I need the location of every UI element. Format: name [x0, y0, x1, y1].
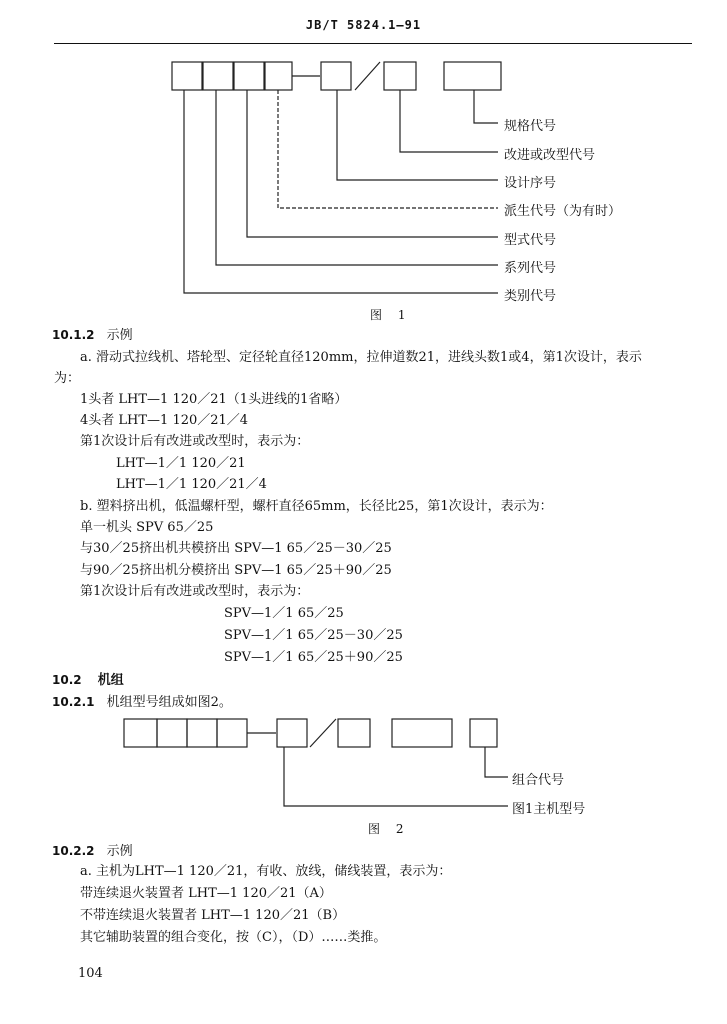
fig1-box-category	[172, 62, 202, 90]
fig2-box-2	[157, 719, 187, 747]
fig1-label-type: 型式代号	[504, 233, 557, 248]
example-line: 与30／25挤出机共模挤出 SPV—1 65／25－30／25	[80, 541, 392, 556]
fig1-leader-improve	[400, 90, 498, 152]
section-number: 10.2	[52, 673, 82, 687]
example-line: 与90／25挤出机分模挤出 SPV—1 65／25＋90／25	[80, 563, 392, 578]
fig1-leader-spec	[474, 90, 498, 123]
section-text: 机组型号组成如图2。	[106, 695, 232, 710]
fig2-box-combo	[470, 719, 497, 747]
example-line: SPV—1／1 65／25	[224, 606, 344, 621]
fig2-box-1	[124, 719, 157, 747]
fig2-box-7	[392, 719, 452, 747]
section-number: 10.2.1	[52, 695, 95, 709]
fig2-label-combo: 组合代号	[512, 773, 565, 788]
example-line: LHT—1／1 120／21／4	[116, 477, 267, 492]
example-line: 1头者 LHT—1 120／21（1头进线的1省略）	[80, 392, 348, 407]
fig1-box-derived	[265, 62, 292, 90]
fig1-label-spec: 规格代号	[504, 119, 557, 134]
fig2-slash	[310, 719, 336, 747]
fig1-box-design	[321, 62, 351, 90]
fig2-label-main: 图1主机型号	[512, 802, 586, 817]
fig2-box-5	[277, 719, 307, 747]
fig2-leader-main	[284, 747, 508, 806]
section-10-2-2-heading	[52, 843, 133, 860]
example-line: SPV—1／1 65／25＋90／25	[224, 650, 403, 665]
figure2-caption: 图 2	[368, 822, 410, 836]
fig1-box-type	[234, 62, 264, 90]
fig1-label-series: 系列代号	[504, 261, 557, 276]
fig1-box-spec	[444, 62, 501, 90]
fig1-label-derived: 派生代号（为有时）	[504, 204, 622, 219]
fig1-leader-category	[184, 90, 498, 293]
fig2-leader-combo	[485, 747, 508, 777]
example-line: 不带连续退火装置者 LHT—1 120／21（B）	[80, 908, 346, 923]
para-a-line: a. 主机为LHT—1 120／21，有收、放线，储线装置，表示为：	[80, 864, 452, 879]
para-b-line: b. 塑料挤出机，低温螺杆型，螺杆直径65mm，长径比25，第1次设计，表示为：	[80, 499, 553, 514]
section-number: 10.1.2	[52, 328, 95, 342]
example-line: 带连续退火装置者 LHT—1 120／21（A）	[80, 886, 332, 901]
fig1-leader-type	[247, 90, 498, 237]
example-line: 单一机头 SPV 65／25	[80, 520, 214, 535]
section-number: 10.2.2	[52, 844, 95, 858]
fig1-label-category: 类别代号	[504, 289, 557, 304]
example-line: 第1次设计后有改进或改型时，表示为：	[80, 584, 310, 599]
para-a-line2: 为：	[54, 371, 81, 386]
fig2-box-4	[217, 719, 247, 747]
example-line: LHT—1／1 120／21	[116, 456, 246, 471]
fig2-box-3	[187, 719, 217, 747]
example-line: 第1次设计后有改进或改型时，表示为：	[80, 434, 310, 449]
fig1-slash	[355, 62, 380, 90]
section-10-1-2-heading	[52, 327, 133, 344]
fig1-box-series	[203, 62, 233, 90]
section-title: 机组	[97, 673, 124, 688]
section-10-2-1-heading	[52, 694, 232, 711]
example-line: 4头者 LHT—1 120／21／4	[80, 413, 249, 428]
page-header-title: JB/T 5824.1—91	[305, 18, 422, 32]
fig1-label-design: 设计序号	[504, 176, 557, 191]
example-line: 其它辅助装置的组合变化，按（C），（D）……类推。	[80, 930, 387, 945]
fig1-box-improve	[384, 62, 416, 90]
section-10-2-heading	[52, 672, 124, 689]
para-a-line1: a. 滑动式拉线机、塔轮型、定径轮直径120mm，拉伸道数21，进线头数1或4，第1次设计，表示	[80, 350, 642, 365]
fig2-box-6	[338, 719, 370, 747]
fig1-leader-derived	[278, 90, 498, 208]
section-title: 示例	[106, 328, 133, 343]
page-number: 104	[78, 966, 103, 981]
fig1-label-improve: 改进或改型代号	[504, 148, 596, 163]
fig1-leader-series	[216, 90, 498, 265]
section-title: 示例	[106, 844, 133, 859]
example-line: SPV—1／1 65／25－30／25	[224, 628, 403, 643]
figure1-caption: 图 1	[370, 308, 412, 322]
